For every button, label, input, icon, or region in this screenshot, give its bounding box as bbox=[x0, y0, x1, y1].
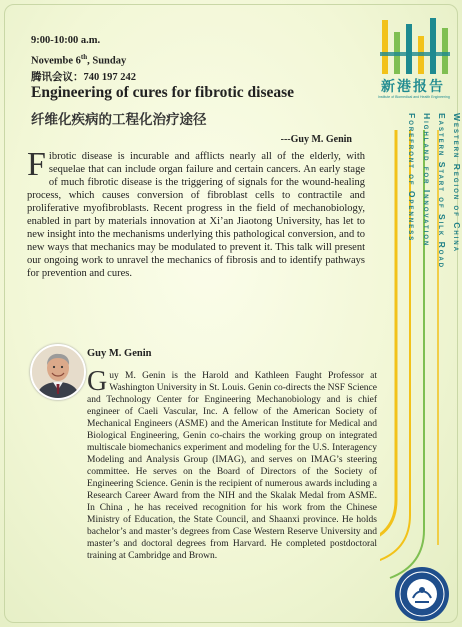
slogan-western-region: Western Region of China bbox=[452, 113, 462, 254]
logo-text: 新港报告 bbox=[381, 79, 445, 95]
university-emblem-icon bbox=[393, 565, 451, 623]
talk-abstract bbox=[27, 146, 365, 280]
event-date bbox=[31, 49, 136, 70]
meeting-id: 腾讯会议：740 197 242 bbox=[31, 71, 136, 83]
abstract-dropcap: F bbox=[27, 146, 46, 183]
speaker-bio-body bbox=[27, 366, 377, 562]
event-date-tail: , Sunday bbox=[87, 55, 127, 67]
slogan-silk-road: Eastern Start of Silk Road bbox=[437, 113, 447, 270]
event-info bbox=[31, 33, 136, 86]
talk-title-en: Engineering of cures for fibrotic disease bbox=[31, 84, 295, 101]
speaker-bio bbox=[27, 366, 377, 562]
event-date-main: Novembe 6 bbox=[31, 55, 81, 67]
event-time: 9:00-10:00 a.m. bbox=[31, 35, 101, 46]
bio-dropcap: G bbox=[87, 366, 108, 397]
slogan-openness: Forefront of Openness bbox=[407, 113, 417, 243]
speaker-name: Guy M. Genin bbox=[87, 348, 152, 359]
event-date-sup: th bbox=[80, 53, 88, 61]
abstract-text: ibrotic disease is incurable and afflicts nearly all of the elderly, with sequelae that can include organ failure and certain cancers. An early stage of much fibrotic disease is the triggering of signals for the wound-healing process, which causes conversion of fibroblast cells to contractile and proliferative myofibroblasts. Recent progress in the field of mechanobiology, enabled in part by materials innovation at Xi’an Jiaotong University, has let to new insight into the mechanisms underlying this pathological conversion, and to new ways that mechanics may be modulated to prevent it. This talk will present our ongoing work to unravel the mechanics of fibrosis and to identify pathways for prevention and cures. bbox=[27, 151, 365, 279]
talk-byline: ---Guy M. Genin bbox=[280, 134, 352, 145]
logo-subtitle: Institute of Biomedical and Health Engineering bbox=[378, 95, 450, 99]
bio-text: uy M. Genin is the Harold and Kathleen Faught Professor at Washington University in St. Louis. Genin co-directs the NSF Science and Technology Center for Engineering Mechanobiology and is chief engineer of Caeli Vascular, Inc. A fellow of the American Society of Mechanical Engineers (ASME) and the American Institute for Medical and Biological Engineering, Genin co-chairs the working group on integrated multiscale biomechanics experiment and modeling for the U.S. Interagency Modeling and Analysis Group (IMAG), and serves on IMAG’s steering committee. He serves on the Board of Directors of the Society of Engineering Science. Genin is the recipient of numerous awards including a Research Career Award from the NIH and the Skalak Medal from ASME. In China , he has received recognition for his work from the Chinese Ministry of Education, the State Council, and Shaanxi province. He holds bachelor’s and master’s degrees from Case Western Reserve University and master’s and doctoral degrees from Harvard. He completed postdoctoral training at Cambridge and Brown. bbox=[87, 371, 377, 561]
slogan-innovation: Highland for Innovation bbox=[422, 113, 432, 248]
talk-title-zh: 纤维化疾病的工程化治疗途径 bbox=[31, 112, 207, 128]
